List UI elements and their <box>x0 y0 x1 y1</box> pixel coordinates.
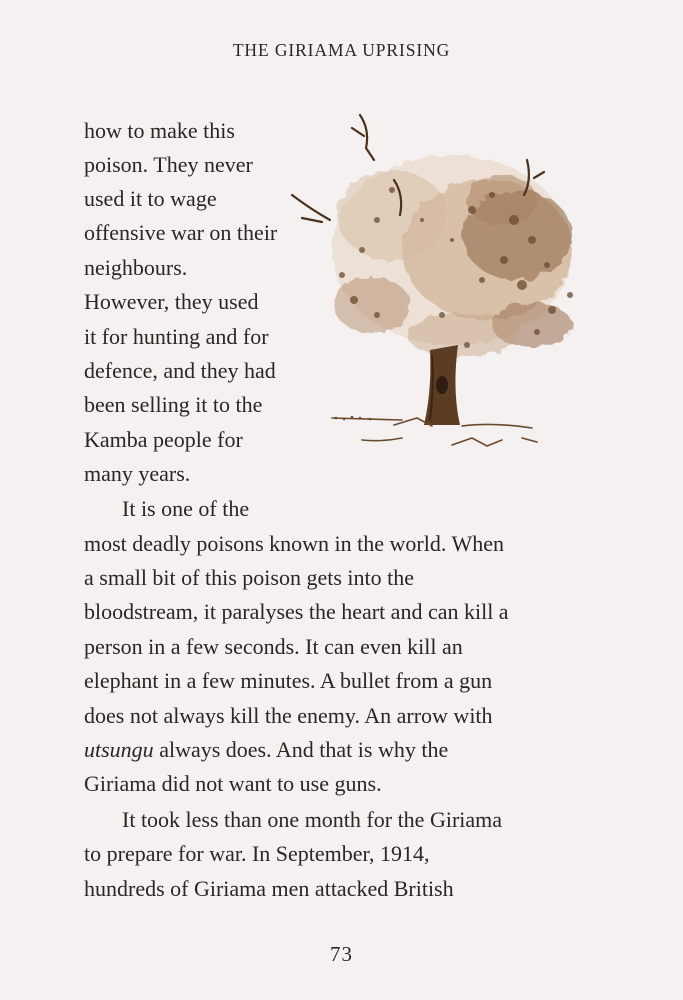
text-line: neighbours. <box>84 255 188 280</box>
text-line: bloodstream, it paralyses the heart and can kill a <box>84 599 509 624</box>
text-span: always does. And that is why the <box>153 737 449 762</box>
paragraph-start: It took less than one month for the Giriama <box>122 807 503 832</box>
text-line: defence, and they had <box>84 358 276 383</box>
tree-illustration <box>282 100 594 462</box>
text-line: it for hunting and for <box>84 324 269 349</box>
text-line: poison. They never <box>84 152 253 177</box>
text-line: offensive war on their <box>84 220 278 245</box>
text-line: does not always kill the enemy. An arrow with <box>84 703 493 728</box>
text-line: how to make this <box>84 118 235 143</box>
running-header: THE GIRIAMA UPRISING <box>232 40 451 60</box>
text-line: Kamba people for <box>84 427 243 452</box>
page-number: 73 <box>330 942 353 966</box>
italic-term: utsungu <box>84 737 154 762</box>
text-line: elephant in a few minutes. A bullet from a gun <box>84 668 493 693</box>
text-line: a small bit of this poison gets into the <box>84 565 414 590</box>
text-line: many years. <box>84 461 191 486</box>
text-line: to prepare for war. In September, 1914, <box>84 841 430 866</box>
text-line: been selling it to the <box>84 392 263 417</box>
paragraph-start: It is one of the <box>122 496 250 521</box>
text-line: Giriama did not want to use guns. <box>84 771 382 796</box>
text-line: most deadly poisons known in the world. When <box>84 531 504 556</box>
text-line: hundreds of Giriama men attacked British <box>84 876 454 901</box>
text-line: person in a few seconds. It can even kill an <box>84 634 463 659</box>
text-line: used it to wage <box>84 186 217 211</box>
text-line <box>84 736 448 764</box>
text-line: However, they used <box>84 289 259 314</box>
